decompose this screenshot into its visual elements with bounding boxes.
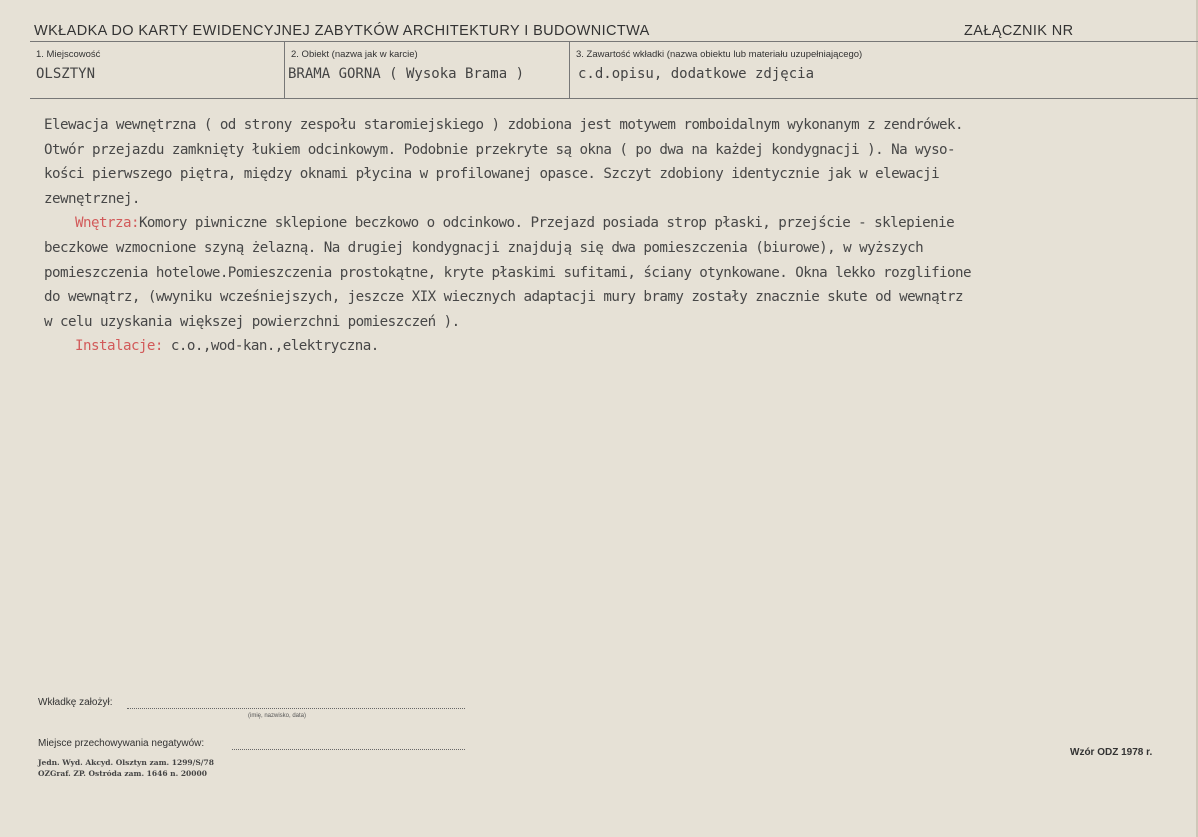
interior-text: Komory piwniczne sklepione beczkowo o odcinkowo. Przejazd posiada strop płaski, przejście - sklepienie [138, 215, 955, 232]
body-line: Elewacja wewnętrzna ( od strony zespołu staromiejskiego ) zdobiona jest motywem romboidalnym wykonanym z zendrówek. [44, 117, 964, 133]
body-line: zewnętrznej. [44, 190, 140, 207]
description-body [44, 113, 1194, 359]
interior-line [44, 211, 1194, 236]
negatives-location-dotted-line [232, 749, 465, 750]
negatives-location-label: Miejsce przechowywania negatywów: [38, 738, 205, 749]
installations-text: c.o.,wod-kan.,elektryczna. [162, 338, 379, 355]
field-contents-value: c.d.opisu, dodatkowe zdjęcia [578, 66, 815, 82]
body-line: beczkowe wzmocnione szyną żelazną. Na drugiej kondygnacji znajdują się dwa pomieszczenia (biurowe), w wyższych [44, 239, 924, 256]
field-contents-label: 3. Zawartość wkładki (nazwa obiektu lub materiału uzupełniającego) [576, 49, 863, 60]
body-line: pomieszczenia hotelowe.Pomieszczenia prostokątne, kryte płaskimi sufitami, ściany otynkowane. Okna lekko rozglifione [44, 264, 972, 281]
field-locality-label: 1. Miejscowość [36, 49, 101, 60]
field-locality-value: OLSZTYN [36, 66, 96, 82]
body-line: do wewnątrz, (wwyniku wcześniejszych, jeszcze XIX wiecznych adaptacji mury bramy zostały znacznie skute od wewnątrz [44, 289, 964, 306]
annex-number-label: ZAŁĄCZNIK NR [964, 23, 1074, 39]
interior-heading: Wnętrza: [75, 215, 139, 232]
body-line: Otwór przejazdu zamknięty łukiem odcinkowym. Podobnie przekryte są okna ( po dwa na każdej kondygnacji ). Na wyso- [44, 141, 956, 158]
installations-heading: Instalacje: [75, 338, 163, 355]
printer-info-line-2: OZGraf. ZP. Ostróda zam. 1646 n. 20000 [38, 769, 207, 778]
printer-info-line-1: Jedn. Wyd. Akcyd. Olsztyn zam. 1299/S/78 [38, 758, 214, 767]
body-line: w celu uzyskania większej powierzchni pomieszczeń ). [44, 313, 460, 330]
created-by-label: Wkładkę założył: [38, 697, 113, 708]
form-title: WKŁADKA DO KARTY EWIDENCYJNEJ ZABYTKÓW ARCHITEKTURY I BUDOWNICTWA [34, 23, 650, 39]
created-by-dotted-line [127, 708, 465, 709]
field-contents [570, 42, 1198, 98]
field-object-value: BRAMA GORNA ( Wysoka Brama ) [288, 66, 525, 82]
form-template-mark: Wzór ODZ 1978 r. [1070, 747, 1153, 758]
header-fields [30, 41, 1198, 99]
field-object [285, 42, 570, 98]
field-object-label: 2. Obiekt (nazwa jak w karcie) [291, 49, 418, 60]
created-by-sublabel: (imię, nazwisko, data) [248, 713, 307, 719]
body-line: kości pierwszego piętra, między oknami płycina w profilowanej opasce. Szczyt zdobiony identycznie jak w elewacji [44, 166, 940, 183]
field-locality [30, 42, 285, 98]
installations-line [44, 334, 1194, 359]
